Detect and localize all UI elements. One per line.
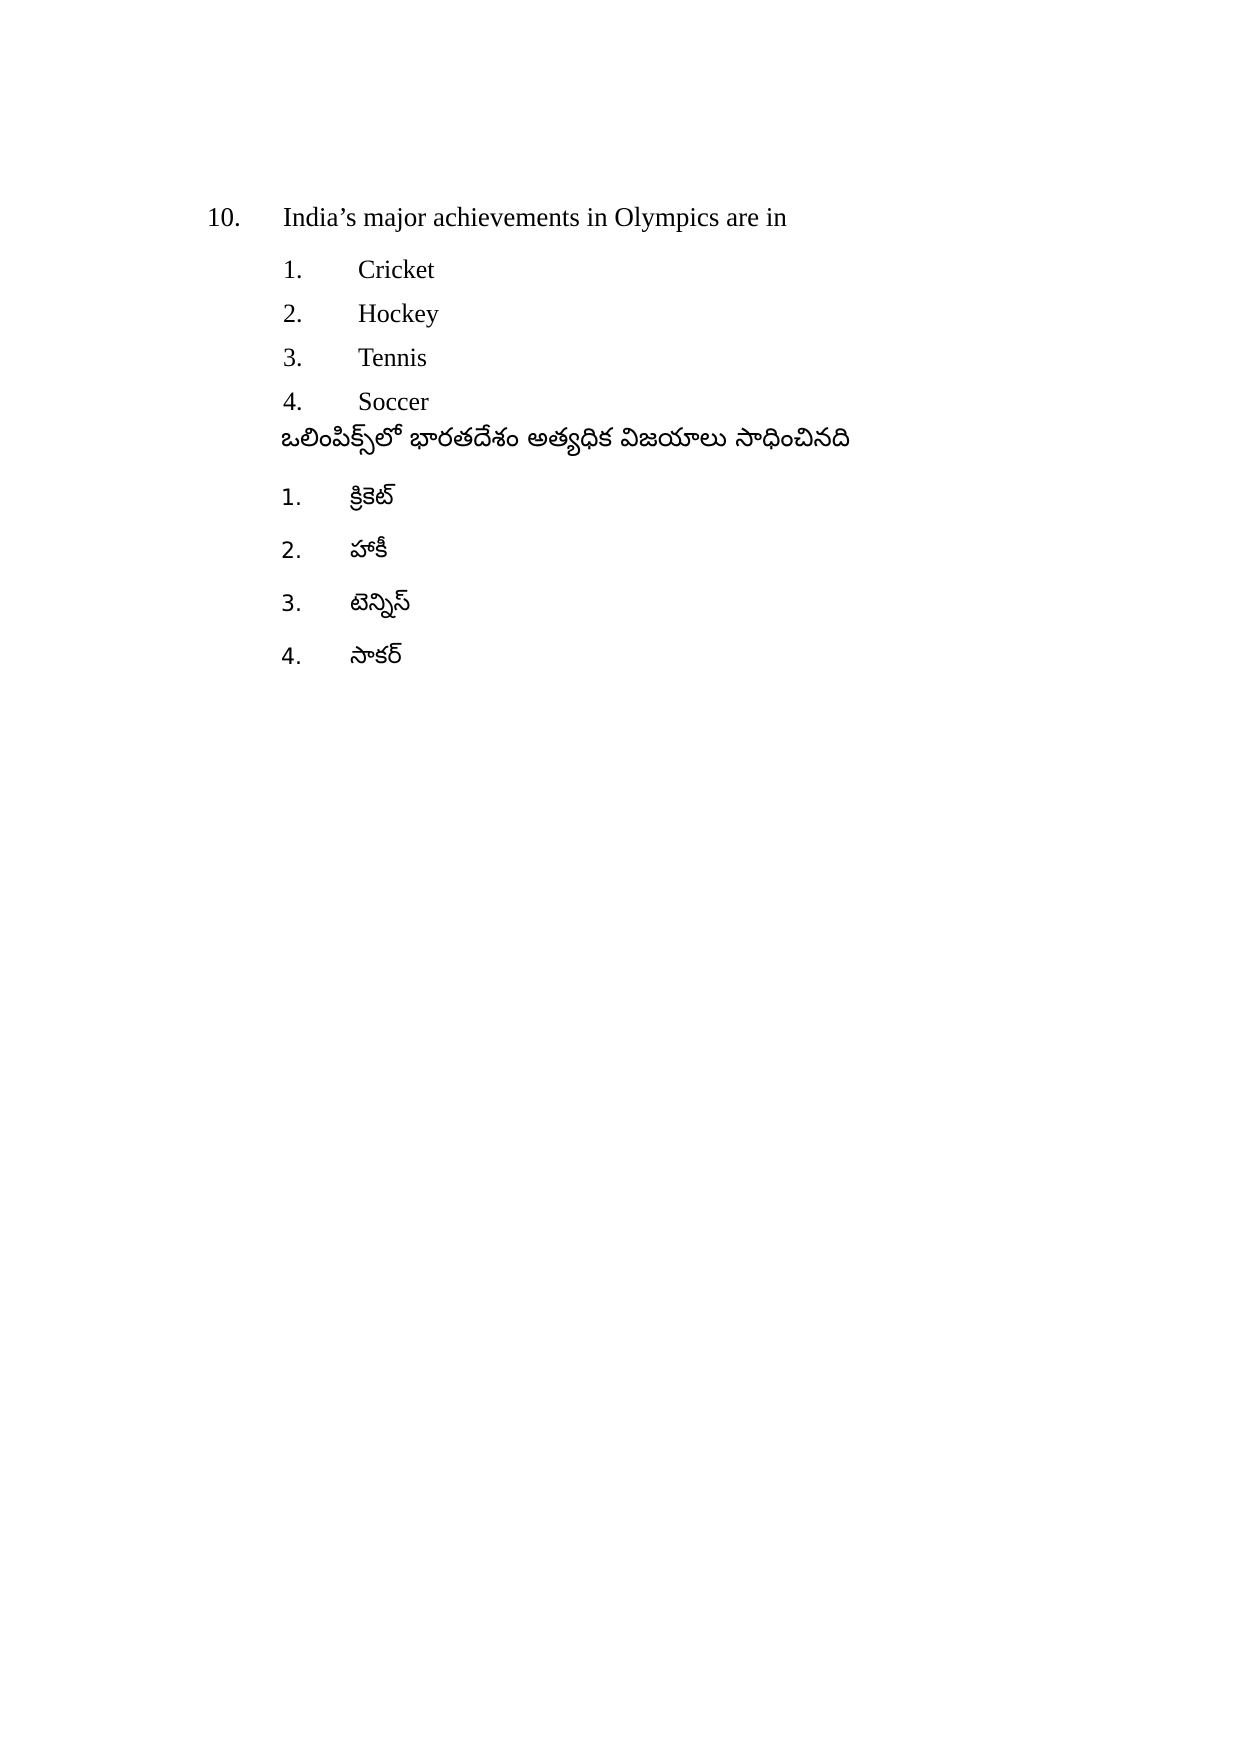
telugu-option-2: [281, 525, 410, 578]
option-number: 2.: [281, 539, 302, 564]
option-label: టెన్నిస్: [350, 587, 411, 616]
option-number: 1.: [281, 486, 302, 511]
english-option-3: [283, 336, 439, 380]
telugu-option-4: [281, 631, 410, 684]
option-number: 1.: [283, 255, 303, 284]
option-label: హాకీ: [350, 534, 388, 563]
option-number: 3.: [283, 343, 303, 372]
option-number: 4.: [283, 387, 303, 416]
question-text-english: India’s major achievements in Olympics are in: [283, 202, 787, 232]
option-number: 4.: [281, 645, 302, 670]
option-label: సాకర్: [350, 640, 402, 669]
question-text-telugu: ఒలింపిక్స్‌లో భారతదేశం అత్యధిక విజయాలు సాధించినది: [281, 423, 851, 453]
english-option-1: [283, 248, 439, 292]
option-number: 3.: [281, 592, 302, 617]
telugu-option-1: [281, 472, 410, 525]
english-option-4: [283, 380, 439, 424]
option-label: Hockey: [358, 299, 439, 328]
english-options-list: [283, 248, 439, 424]
option-label: క్రికెట్: [350, 481, 394, 510]
question-number: 10.: [207, 202, 241, 232]
option-label: Soccer: [358, 387, 429, 416]
telugu-options-list: [281, 472, 410, 684]
option-label: Cricket: [358, 255, 435, 284]
english-option-2: [283, 292, 439, 336]
option-number: 2.: [283, 299, 303, 328]
telugu-option-3: [281, 578, 410, 631]
option-label: Tennis: [358, 343, 427, 372]
